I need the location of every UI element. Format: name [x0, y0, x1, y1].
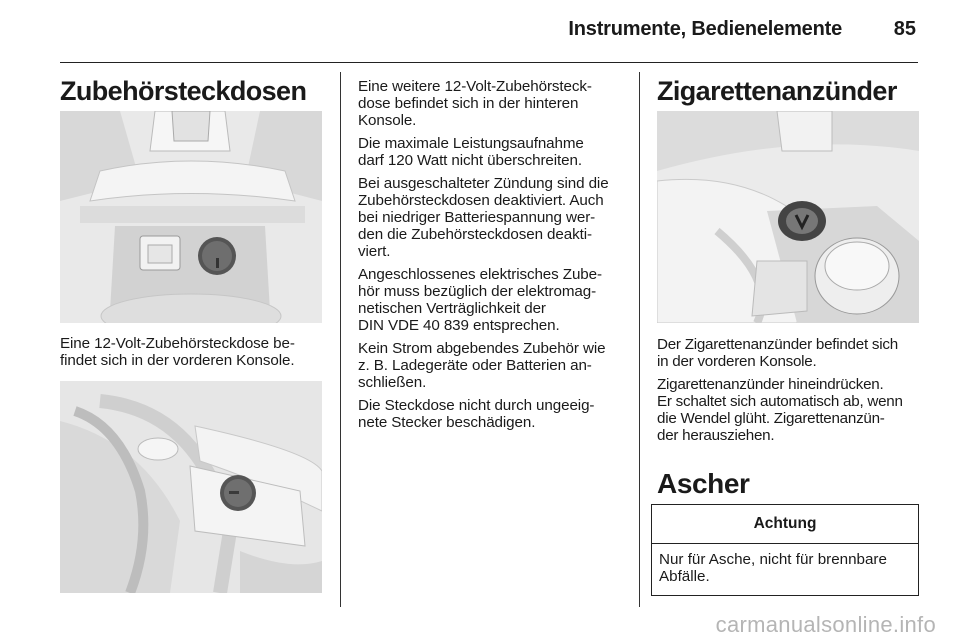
section-heading-cigarette-lighter: Zigarettenanzünder [657, 76, 897, 106]
header-title: Instrumente, Bedienelemente [568, 18, 842, 40]
notice-text: Nur für Asche, nicht für brennbare Abfälle. [659, 551, 887, 585]
section-heading-ashtray: Ascher [657, 468, 750, 499]
rear-console-socket-illustration [60, 381, 322, 593]
paragraph: Der Zigarettenanzünder befindet sich in der vorderen Konsole. [657, 336, 898, 370]
paragraph: Kein Strom abgebendes Zubehör wie z. B. Ladegeräte oder Batterien an- schließen. [358, 340, 606, 391]
front-console-socket-illustration [60, 111, 322, 323]
cigarette-lighter-text [657, 336, 919, 450]
page-number: 85 [893, 18, 916, 40]
paragraph: Angeschlossenes elektrisches Zube- hör muss bezüglich der elektromag- netischen Verträglichkeit der DIN VDE 40 839 entsprechen. [358, 266, 602, 334]
column-divider [639, 72, 640, 607]
accessory-socket-caption: Eine 12-Volt-Zubehörsteckdose be- findet sich in der vorderen Konsole. [60, 335, 295, 369]
column-divider [340, 72, 341, 607]
paragraph: Die Steckdose nicht durch ungeeig- nete Stecker beschädigen. [358, 397, 595, 431]
page-header [60, 0, 918, 63]
cigarette-lighter-illustration [657, 111, 919, 323]
caution-notice-box [651, 504, 919, 596]
watermark: carmanualsonline.info [715, 612, 936, 637]
paragraph: Eine weitere 12-Volt-Zubehörsteck- dose befindet sich in der hinteren Konsole. [358, 78, 592, 129]
paragraph: Bei ausgeschalteter Zündung sind die Zubehörsteckdosen deaktiviert. Auch bei niedriger Batteriespannung wer- den die Zubehörsteckdosen deakti- viert. [358, 175, 609, 260]
section-heading-accessory-sockets: Zubehörsteckdosen [60, 76, 307, 106]
paragraph: Zigarettenanzünder hineindrücken. Er schaltet sich automatisch ab, wenn die Wendel glüht. Zigarettenanzün- der herausziehen. [657, 376, 903, 444]
notice-title: Achtung [652, 505, 918, 544]
socket-info-text [358, 78, 632, 437]
paragraph: Die maximale Leistungsaufnahme darf 120 Watt nicht überschreiten. [358, 135, 584, 169]
